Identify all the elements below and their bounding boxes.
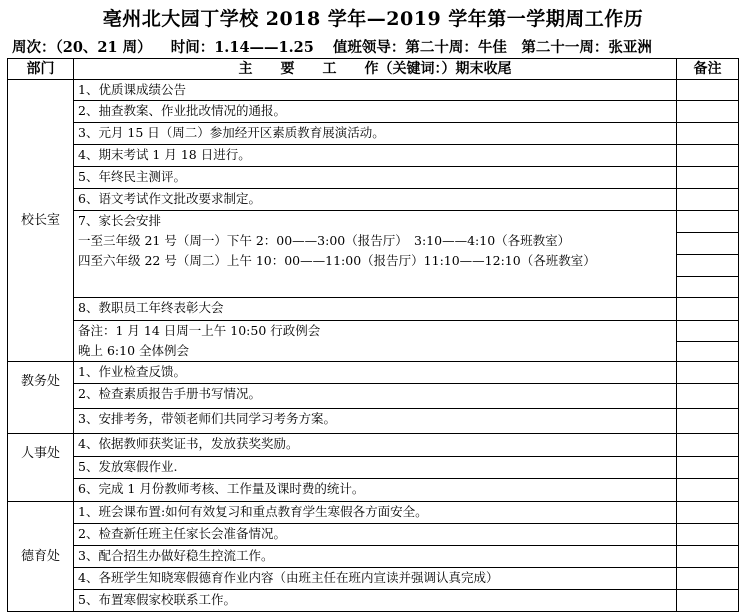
table-row (8, 101, 739, 123)
principal-item-6: 6、语文考试作文批改要求制定。 (74, 189, 677, 211)
week-number: 周次：（20、21 周） (12, 39, 152, 56)
table-row (8, 211, 739, 298)
table-row (8, 321, 739, 362)
note-cell (677, 384, 739, 409)
note-cell (677, 145, 739, 167)
table-header-row (8, 59, 739, 80)
table-row (8, 167, 739, 189)
table-row (8, 590, 739, 612)
academic-item-5: 5、发放寒假作业. (74, 457, 677, 479)
parent-meeting-grades-4-6: 四至六年级 22 号（周二）上午 10：00——11:00（报告厅）11:10——12:10（各班教室） (78, 253, 596, 268)
schedule-info (12, 36, 666, 57)
moral-item-3: 3、配合招生办做好稳生控流工作。 (74, 546, 677, 568)
principal-item-5: 5、年终民主测评。 (74, 167, 677, 189)
dept-moral: 德育处 (8, 502, 74, 612)
note-cell (677, 362, 739, 384)
academic-item-6: 6、完成 1 月份教师考核、工作量及课时费的统计。 (74, 479, 677, 502)
header-main (74, 59, 677, 80)
principal-item-1: 1、优质课成绩公告 (74, 80, 677, 101)
header-dept: 部门 (8, 59, 74, 80)
note-cell (677, 123, 739, 145)
table-row (8, 568, 739, 590)
table-row (8, 189, 739, 211)
academic-item-2: 2、检查素质报告手册书写情况。 (74, 384, 677, 409)
remark-cell (74, 321, 677, 362)
table-row (8, 434, 739, 457)
moral-item-2: 2、检查新任班主任家长会准备情况。 (74, 524, 677, 546)
table-row (8, 80, 739, 101)
table-row (8, 546, 739, 568)
work-calendar-table (7, 58, 739, 612)
table-row (8, 502, 739, 524)
principal-item-3: 3、元月 15 日（周二）参加经开区素质教育展演活动。 (74, 123, 677, 145)
note-cell-group (677, 211, 739, 298)
moral-item-4: 4、各班学生知晓寒假德育作业内容（由班主任在班内宣读并强调认真完成） (74, 568, 677, 590)
date-range: 时间：1.14——1.25 (170, 39, 314, 56)
dept-academic: 教务处 (8, 362, 74, 434)
header-note: 备注 (677, 59, 739, 80)
moral-item-1: 1、班会课布置:如何有效复习和重点教育学生寒假各方面安全。 (74, 502, 677, 524)
remark-line-2: 晚上 6:10 全体例会 (78, 343, 190, 358)
dept-principal: 校长室 (8, 80, 74, 362)
table-row (8, 123, 739, 145)
moral-item-5: 5、布置寒假家校联系工作。 (74, 590, 677, 612)
table-row (8, 362, 739, 384)
header-main-suffix: 作（关键词：）期末收尾 (364, 61, 512, 77)
remark-line-1: 备注：1 月 14 日周一上午 10:50 行政例会 (78, 323, 321, 338)
academic-item-4: 4、依据教师获奖证书，发放获奖奖励。 (74, 434, 677, 457)
table-row (8, 457, 739, 479)
table-row (8, 298, 739, 321)
note-cell (677, 502, 739, 524)
note-cell (677, 167, 739, 189)
note-cell (677, 524, 739, 546)
parent-meeting-cell (74, 211, 677, 298)
note-cell (677, 409, 739, 434)
note-cell (677, 101, 739, 123)
note-cell (677, 189, 739, 211)
table-row (8, 145, 739, 167)
duty-leaders: 值班领导：第二十周：牛佳 第二十一周：张亚洲 (332, 39, 652, 56)
note-cell (677, 457, 739, 479)
note-cell (677, 546, 739, 568)
page-title: 亳州北大园丁学校 2018 学年—2019 学年第一学期周工作历 (102, 8, 644, 30)
note-cell (677, 80, 739, 101)
note-cell (677, 590, 739, 612)
note-cell (677, 298, 739, 321)
table-row (8, 409, 739, 434)
academic-item-3: 3、安排考务，带领老师们共同学习考务方案。 (74, 409, 677, 434)
note-cell (677, 479, 739, 502)
table-row (8, 384, 739, 409)
parent-meeting-grades-1-3: 一至三年级 21 号（周一）下午 2：00——3:00（报告厅） 3:10——4:10（各班教室） (78, 233, 571, 248)
note-cell-group (677, 321, 739, 362)
header-main-prefix: 主 要 工 (238, 61, 337, 77)
dept-personnel: 人事处 (8, 434, 74, 502)
note-cell (677, 568, 739, 590)
note-cell (677, 434, 739, 457)
parent-meeting-title: 7、家长会安排 (78, 213, 161, 228)
academic-item-1: 1、作业检查反馈。 (74, 362, 677, 384)
principal-item-2: 2、抽查教案、作业批改情况的通报。 (74, 101, 677, 123)
table-row (8, 479, 739, 502)
principal-item-4: 4、期末考试 1 月 18 日进行。 (74, 145, 677, 167)
table-row (8, 524, 739, 546)
staff-meeting-item: 8、教职员工年终表彰大会 (74, 298, 677, 321)
